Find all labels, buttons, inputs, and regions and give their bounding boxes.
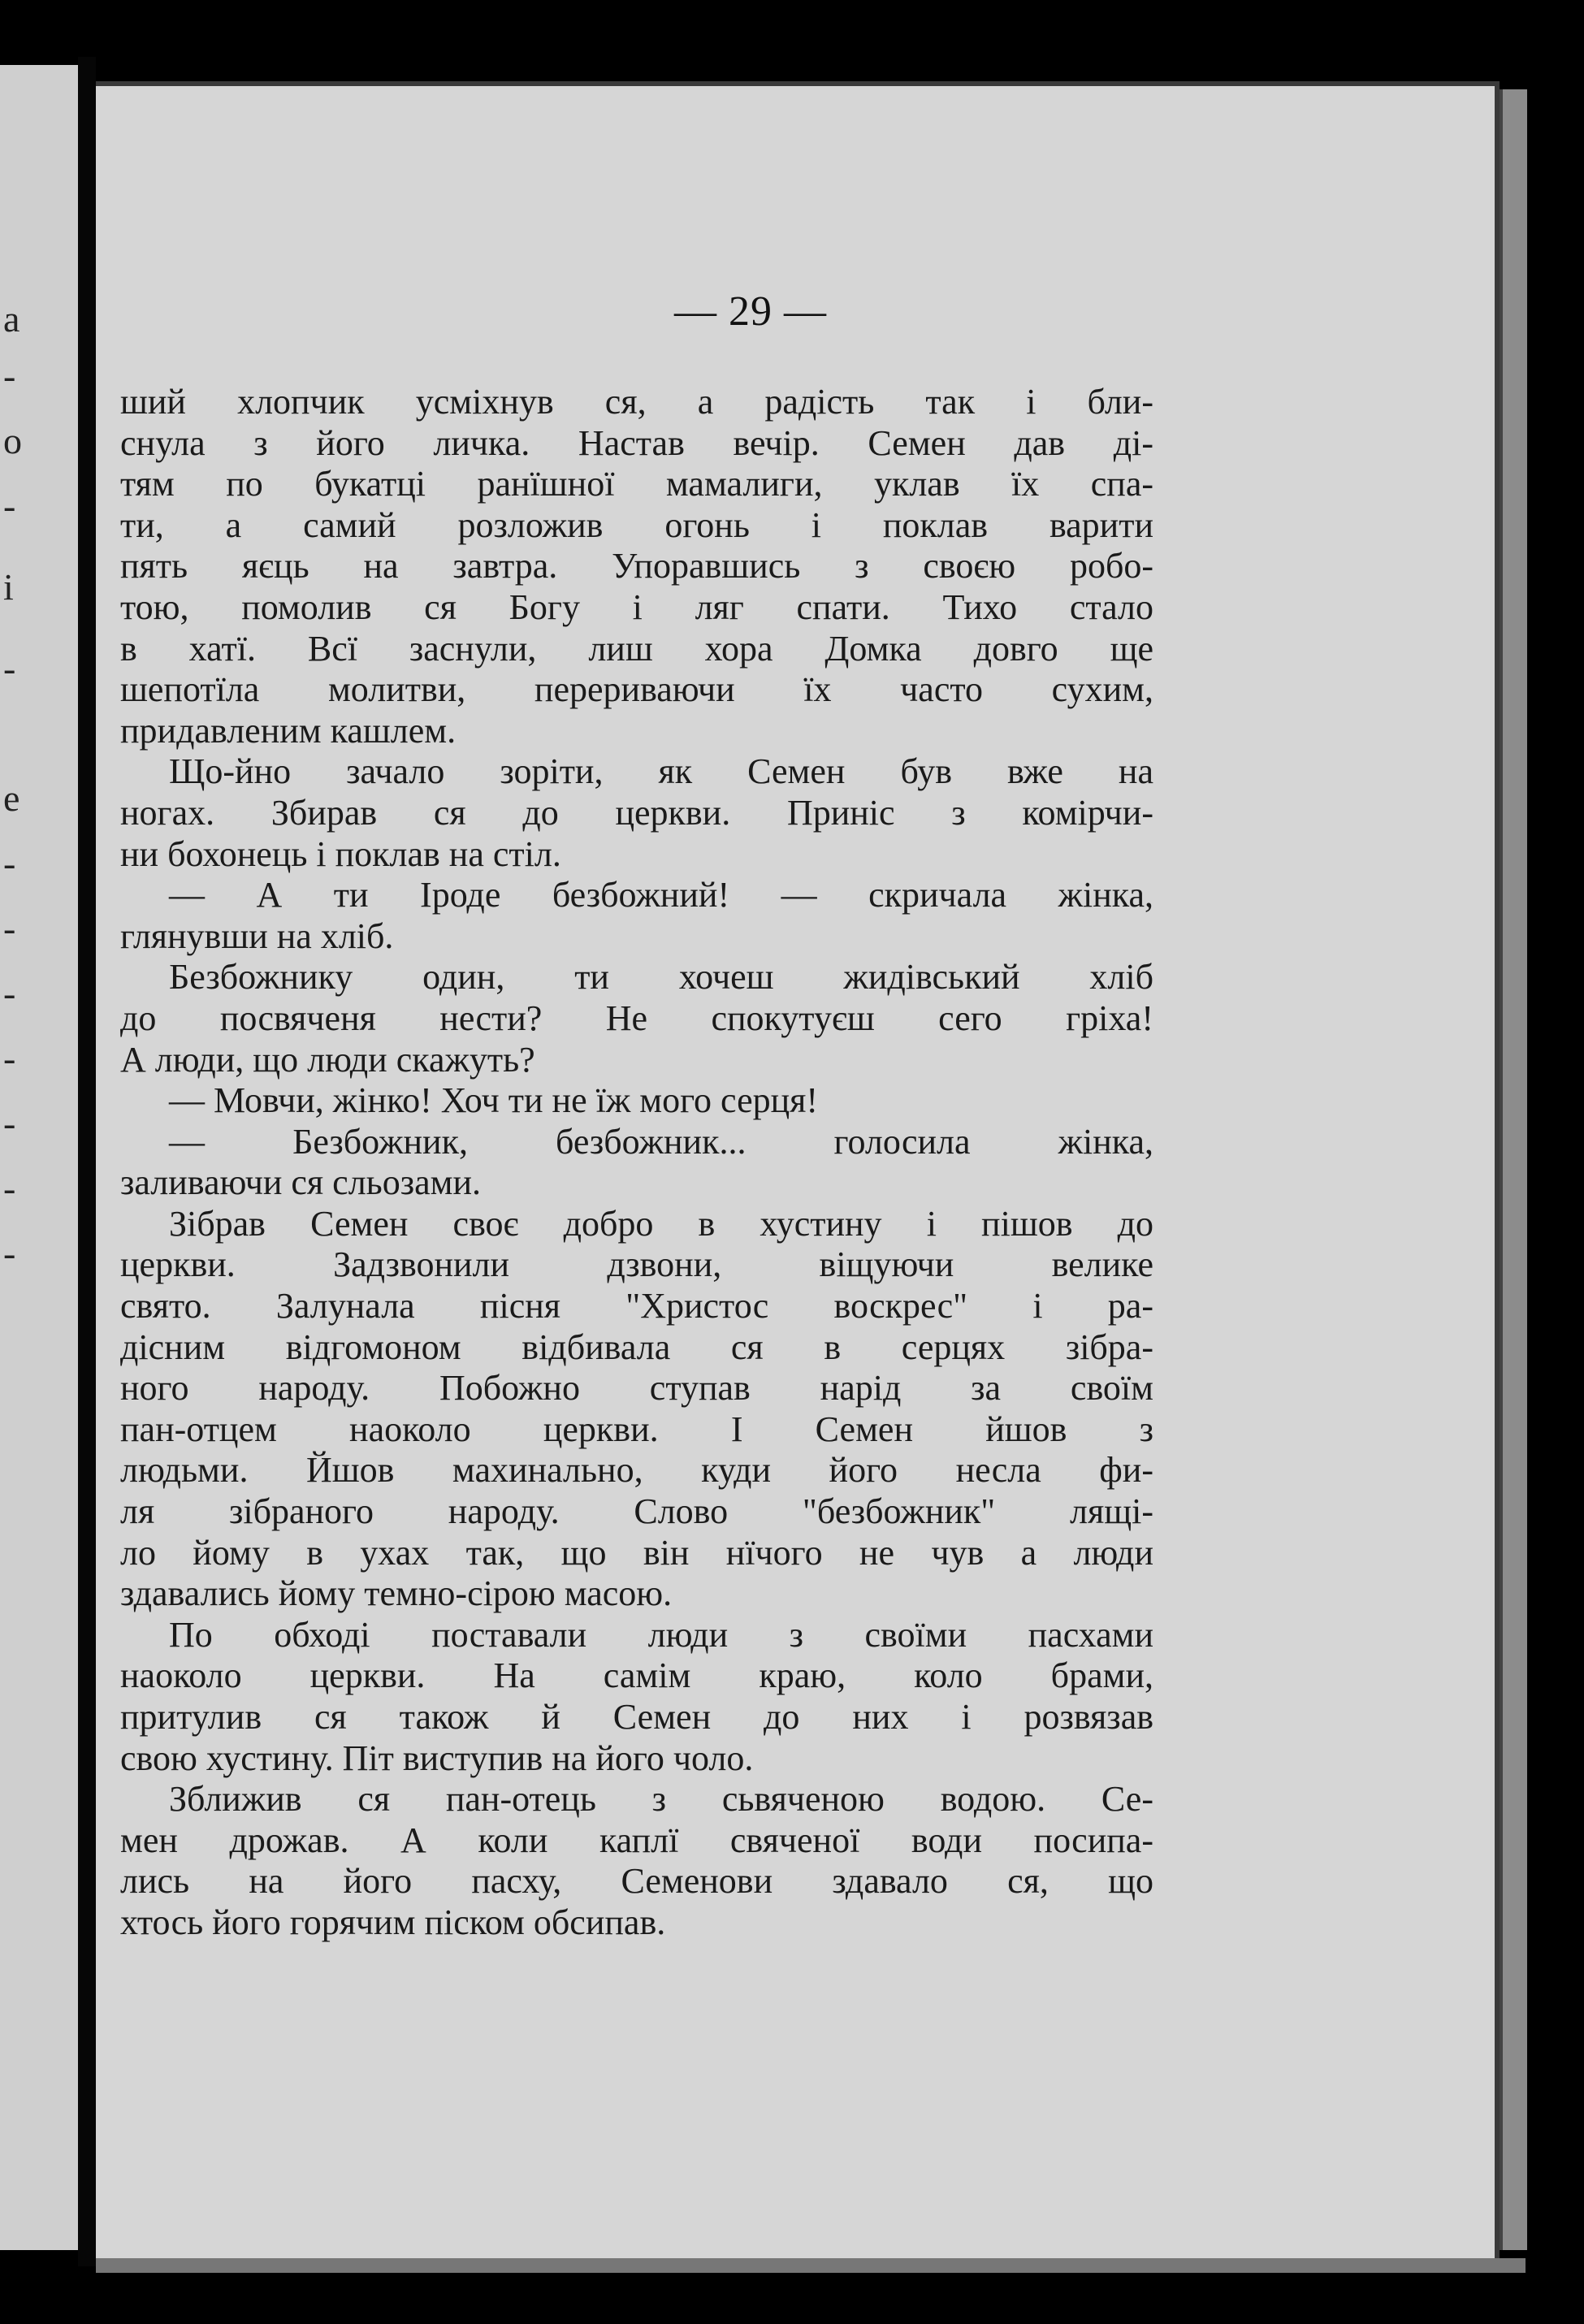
text-line: Безбожнику один, ти хочеш жидівський хліб [169, 957, 1153, 998]
text-line: хтось його горячим піском обсипав. [120, 1902, 666, 1942]
text-line: заливаючи ся сльозами. [120, 1162, 482, 1203]
text-line: ногах. Збирав ся до церкви. Приніс з комірчи- [120, 792, 1153, 833]
paragraph [120, 957, 1153, 1080]
text-line: ля зібраного народу. Слово "безбожник" лящі- [120, 1491, 1153, 1532]
facing-page-edge [0, 65, 78, 2250]
text-line: свято. Залунала пісня "Христос воскрес" і ра- [120, 1286, 1153, 1326]
paragraph [120, 751, 1153, 875]
page-stack-edge [1500, 89, 1527, 2250]
text-line: людьми. Йшов махинально, куди його несла фи- [120, 1450, 1153, 1491]
paragraph [120, 1122, 1153, 1204]
text-line: придавленим кашлем. [120, 710, 457, 751]
text-line: ло йому в ухах так, що він нїчого не чув а люди [120, 1532, 1153, 1573]
text-line: А люди, що люди скажуть? [120, 1039, 535, 1080]
facing-page-letter: o [3, 420, 22, 461]
paragraph [120, 1779, 1153, 1943]
page-number: — 29 — [674, 288, 827, 335]
text-line: тям по букатці ранїшної мамалиги, уклав їх спа- [120, 464, 1153, 504]
text-line: до посвяченя нести? Не спокутуєш сего гріха! [120, 998, 1153, 1038]
facing-page-letter: a [3, 298, 20, 340]
text-line: — Мовчи, жінко! Хоч ти не їж мого серця! [169, 1080, 819, 1121]
text-line: Зібрав Семен своє добро в хустину і пішов до [169, 1203, 1153, 1244]
facing-page-letter: - [3, 1232, 16, 1274]
text-line: Зближив ся пан-отець з сьвяченою водою. Се- [169, 1779, 1153, 1820]
facing-page-letter: - [3, 355, 16, 396]
text-line: здавались йому темно-сірою масою. [120, 1573, 673, 1614]
paragraph [120, 382, 1153, 751]
text-line: тою, помолив ся Богу і ляг спати. Тихо стало [120, 586, 1153, 627]
text-line: церкви. Задзвонили дзвони, віщуючи велике [120, 1244, 1153, 1285]
book-page [96, 81, 1500, 2258]
text-line: пять яєць на завтра. Упоравшись з своєю робо- [120, 546, 1153, 586]
text-line: ти, а самий розложив огонь і поклав варити [120, 504, 1153, 545]
facing-page-letter: - [3, 972, 16, 1014]
facing-page-letter: i [3, 566, 14, 608]
text-line: глянувши на хліб. [120, 915, 394, 956]
book-spine-shadow [78, 57, 96, 2266]
page-body-text [120, 382, 1153, 1944]
facing-page-letter: - [3, 907, 16, 949]
text-line: наоколо церкви. На самім краю, коло брами, [120, 1655, 1153, 1696]
page-bottom-edge [96, 2258, 1526, 2273]
paragraph [120, 1615, 1153, 1779]
facing-page-letter: - [3, 1167, 16, 1209]
text-line: пан-отцем наоколо церкви. І Семен йшов з [120, 1409, 1153, 1449]
facing-page-letter: - [3, 1102, 16, 1144]
text-line: лись на його пасху, Семенови здавало ся, що [120, 1861, 1153, 1902]
text-line: ного народу. Побожно ступав нарід за своїм [120, 1368, 1153, 1409]
paragraph [120, 1204, 1153, 1615]
text-line: дісним відгомоном відбивала ся в серцях зібра- [120, 1326, 1153, 1367]
text-line: ни бохонець і поклав на стіл. [120, 833, 561, 874]
facing-page-letter: - [3, 842, 16, 884]
text-line: мен дрожав. А коли каплї свяченої води посипа- [120, 1820, 1153, 1860]
text-line: — Безбожник, безбожник... голосила жінка, [169, 1121, 1153, 1162]
text-line: свою хустину. Піт виступив на його чоло. [120, 1738, 754, 1778]
text-line: ший хлопчик усміхнув ся, а радість так і бли- [120, 382, 1153, 422]
facing-page-letter: - [3, 1037, 16, 1079]
text-line: шепотїла молитви, перериваючи їх часто сухим, [120, 669, 1153, 710]
paragraph [120, 1080, 1153, 1122]
text-line: Що-йно зачало зоріти, як Семен був вже на [169, 751, 1153, 792]
facing-page-letter: - [3, 485, 16, 526]
text-line: снула з його личка. Настав вечір. Семен дав ді- [120, 422, 1153, 463]
text-line: — А ти Іроде безбожний! — скричала жінка, [169, 875, 1153, 915]
text-line: притулив ся також й Семен до них і розвязав [120, 1697, 1153, 1737]
text-line: в хатї. Всї заснули, лиш хора Домка довго ще [120, 628, 1153, 669]
text-line: По обході поставали люди з своїми пасхами [169, 1614, 1153, 1655]
paragraph [120, 875, 1153, 957]
facing-page-letter: - [3, 647, 16, 689]
facing-page-letter: e [3, 777, 20, 819]
